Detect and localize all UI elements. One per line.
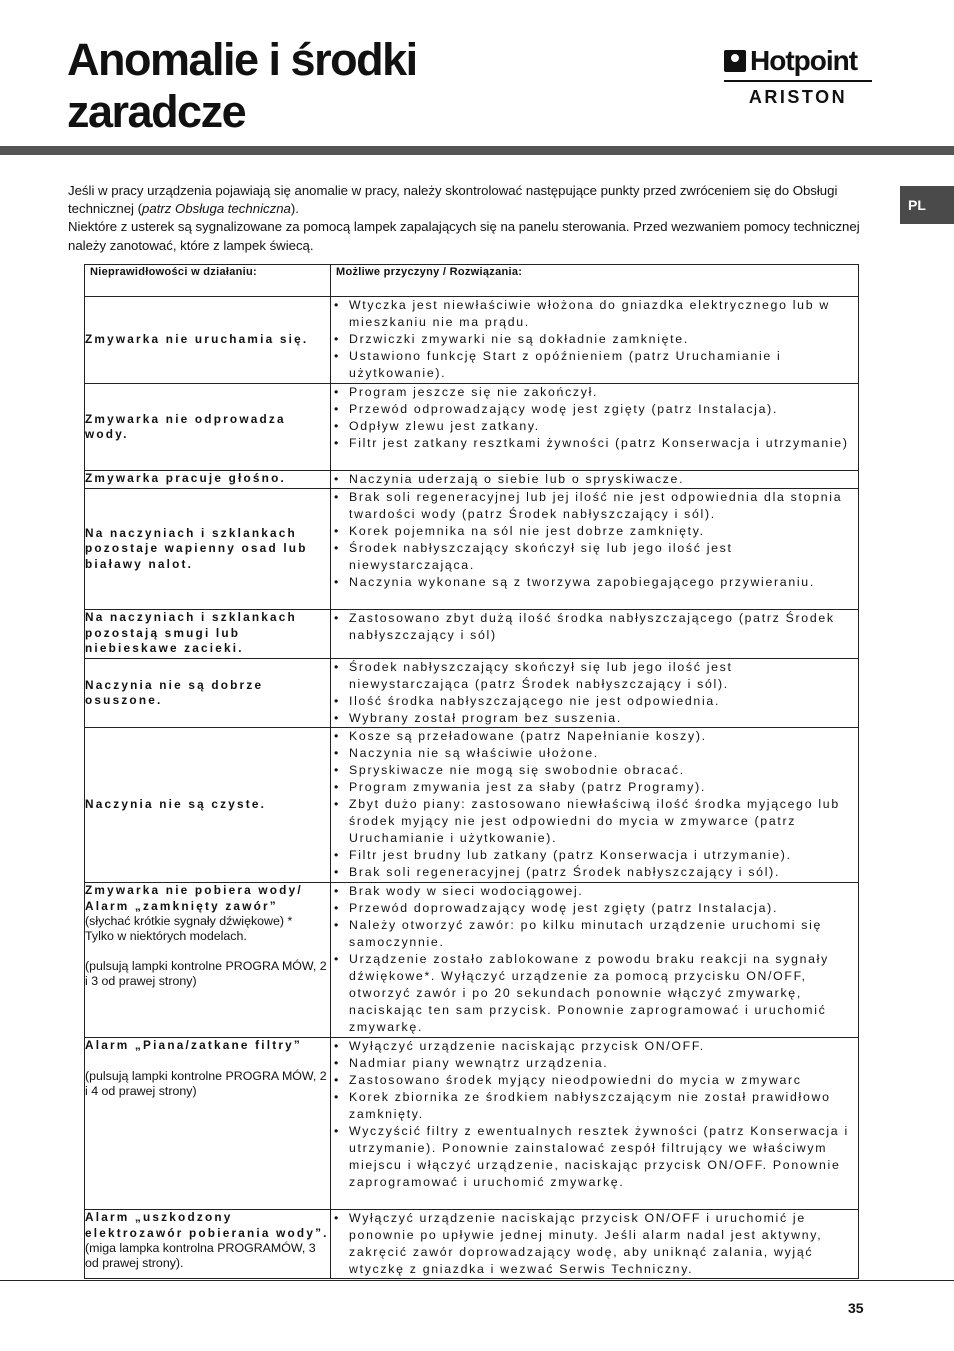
solution-item: • Zbyt dużo piany: zastosowano niewłaściwą ilość środka myjącego lub środek myjący nie jest odpowiedni do mycia w zmywarce (patrz Uruchamianie i użytkowanie). <box>331 796 858 847</box>
solution-cell <box>331 883 859 1038</box>
intro-text <box>68 182 868 255</box>
solution-item: • Naczynia wykonane są z tworzywa zapobiegającego przywieraniu. <box>331 574 858 591</box>
problem-cell <box>85 1210 331 1279</box>
solution-list <box>331 384 858 452</box>
solution-cell <box>331 728 859 883</box>
solution-item: • Środek nabłyszczający skończył się lub jego ilość jest niewystarczająca (patrz Środek nabłyszczający i sól). <box>331 659 858 693</box>
table-row <box>85 728 859 883</box>
hotpoint-mark-icon <box>724 50 746 72</box>
problem-title: Zmywarka nie pobiera wody/ Alarm „zamknięty zawór” <box>85 883 303 913</box>
problem-title: Zmywarka nie uruchamia się. <box>85 332 309 347</box>
header-solution: Możliwe przyczyny / Rozwiązania: <box>331 265 859 297</box>
table-row <box>85 883 859 1038</box>
brand-name: Hotpoint <box>750 45 858 76</box>
solution-cell <box>331 471 859 489</box>
solution-cell <box>331 610 859 659</box>
header-bar <box>0 146 954 155</box>
solution-item: • Wtyczka jest niewłaściwie włożona do gniazdka elektrycznego lub w mieszkaniu nie ma prądu. <box>331 297 858 331</box>
solution-list <box>331 1210 858 1278</box>
intro-p1-reference: patrz Obsługa techniczna <box>142 201 291 217</box>
table-header-row <box>85 265 859 297</box>
solution-item: • Odpływ zlewu jest zatkany. <box>331 418 858 435</box>
problem-note: (miga lampka kontrolna PROGRAMÓW, 3 od prawej strony). <box>85 1241 316 1270</box>
solution-item: • Korek zbiornika ze środkiem nabłyszczającym nie został prawidłowo zamknięty. <box>331 1089 858 1123</box>
solution-list <box>331 883 858 1036</box>
solution-item: • Należy otworzyć zawór: po kilku minutach urządzenie uruchomi się samoczynnie. <box>331 917 858 951</box>
footer-rule <box>0 1280 954 1281</box>
problem-note: (pulsują lampki kontrolne PROGRA MÓW, 2 i 4 od prawej strony) <box>85 1068 327 1098</box>
problem-title: Alarm „Piana/zatkane filtry” <box>85 1038 302 1052</box>
problem-title: Na naczyniach i szklankach pozostają smugi lub niebieskawe zacieki. <box>85 610 297 655</box>
solution-cell <box>331 1038 859 1210</box>
solution-item: • Wyłączyć urządzenie naciskając przycisk ON/OFF i uruchomić je ponownie po upływie jednej minuty. Jeśli alarm nadal jest aktywny, zakręcić zawór doprowadzający wodę, aby uniknąć zalania, wyjąć wtyczkę z gniazdka i wezwać Serwis Techniczny. <box>331 1210 858 1278</box>
header-problem: Nieprawidłowości w działaniu: <box>85 265 331 297</box>
solution-item: • Korek pojemnika na sól nie jest dobrze zamknięty. <box>331 523 858 540</box>
problem-title: Zmywarka nie odprowadza wody. <box>85 411 286 441</box>
solution-item: • Wyczyścić filtry z ewentualnych resztek żywności (patrz Konserwacja i utrzymanie). Ponownie zainstalować zespół filtrujący we właściwym miejscu i włączyć urządzenie, naciskając przycisk ON/OFF. Ponownie zaprogramować i uruchomić zmywarkę. <box>331 1123 858 1191</box>
problem-cell <box>85 471 331 489</box>
table-row <box>85 1210 859 1279</box>
problem-cell <box>85 728 331 883</box>
problem-cell <box>85 610 331 659</box>
problem-title: Naczynia nie są czyste. <box>85 797 267 812</box>
brand-logo <box>724 46 872 107</box>
solution-list <box>331 471 858 488</box>
table-row <box>85 610 859 659</box>
table-row <box>85 659 859 728</box>
problem-title: Na naczyniach i szklankach pozostaje wapienny osad lub białawy nalot. <box>85 525 308 571</box>
solution-item: • Zastosowano środek myjący nieodpowiedni do mycia w zmywarc <box>331 1072 858 1089</box>
solution-item: • Ustawiono funkcję Start z opóźnieniem (patrz Uruchamianie i użytkowanie). <box>331 348 858 382</box>
solution-item: • Wyłączyć urządzenie naciskając przycisk ON/OFF. <box>331 1038 858 1055</box>
table-body <box>85 297 859 1279</box>
solution-item: • Urządzenie zostało zablokowane z powodu braku reakcji na sygnały dźwiękowe*. Wyłączyć urządzenie za pomocą przycisku ON/OFF, otworzyć zawór i po 20 sekundach ponownie włączyć zmywarkę, naciskając ten sam przycisk. Ponownie zaprogramować i uruchomić zmywarkę. <box>331 951 858 1036</box>
table-row <box>85 489 859 610</box>
problem-title: Zmywarka pracuje głośno. <box>85 471 286 485</box>
solution-list <box>331 728 858 881</box>
solution-item: • Brak soli regeneracyjnej lub jej ilość nie jest odpowiednia dla stopnia twardości wody (patrz Środek nabłyszczający i sól). <box>331 489 858 523</box>
solution-cell <box>331 384 859 471</box>
solution-item: • Filtr jest zatkany resztkami żywności (patrz Konserwacja i utrzymanie) <box>331 435 858 452</box>
problem-cell <box>85 659 331 728</box>
problem-cell <box>85 883 331 1038</box>
solution-cell <box>331 659 859 728</box>
problem-title: Naczynia nie są dobrze osuszone. <box>85 677 264 707</box>
solution-item: • Spryskiwacze nie mogą się swobodnie obracać. <box>331 762 858 779</box>
page-title-line1: Anomalie i środki <box>67 34 417 85</box>
page-title-line2: zaradcze <box>67 86 246 137</box>
problem-cell <box>85 297 331 384</box>
troubleshooting-table <box>84 264 859 1279</box>
solution-item: • Naczynia uderzają o siebie lub o spryskiwacze. <box>331 471 858 488</box>
problem-cell <box>85 384 331 471</box>
solution-item: • Brak soli regeneracyjnej (patrz Środek nabłyszczający i sól). <box>331 864 858 881</box>
solution-item: • Wybrany został program bez suszenia. <box>331 710 858 727</box>
solution-item: • Drzwiczki zmywarki nie są dokładnie zamknięte. <box>331 331 858 348</box>
solution-cell <box>331 1210 859 1279</box>
table-row <box>85 384 859 471</box>
solution-item: • Kosze są przeładowane (patrz Napełnianie koszy). <box>331 728 858 745</box>
problem-cell <box>85 1038 331 1210</box>
solution-list <box>331 297 858 382</box>
problem-note: (słychać krótkie sygnały dźwiękowe) * Tylko w niektórych modelach. (pulsują lampki kontrolne PROGRA MÓW, 2 i 3 od prawej strony) <box>85 914 327 988</box>
brand-subname: ARISTON <box>748 87 848 107</box>
problem-title: Alarm „uszkodzony elektrozawór pobierania wody”. <box>85 1210 329 1240</box>
solution-item: • Środek nabłyszczający skończył się lub jego ilość jest niewystarczająca. <box>331 540 858 574</box>
intro-p1-end: ). <box>290 201 299 217</box>
solution-item: • Program zmywania jest za słaby (patrz Programy). <box>331 779 858 796</box>
solution-item: • Naczynia nie są właściwie ułożone. <box>331 745 858 762</box>
solution-cell <box>331 489 859 610</box>
solution-list <box>331 1038 858 1191</box>
intro-paragraph-2: Niektóre z usterek są sygnalizowane za pomocą lampek zapalających się na panelu sterowania. Przed wezwaniem pomocy technicznej należy zanotować, które z lampek świecą. <box>68 219 860 253</box>
solution-list <box>331 610 858 644</box>
problem-cell <box>85 489 331 610</box>
brand-logo-top <box>724 46 872 76</box>
language-tab: PL <box>900 186 954 224</box>
solution-item: • Przewód odprowadzający wodę jest zgięty (patrz Instalacja). <box>331 401 858 418</box>
intro-paragraph-1 <box>68 182 868 218</box>
table-row <box>85 1038 859 1210</box>
solution-item: • Przewód doprowadzający wodę jest zgięty (patrz Instalacja). <box>331 900 858 917</box>
page-title <box>67 34 417 138</box>
solution-list <box>331 659 858 727</box>
solution-item: • Filtr jest brudny lub zatkany (patrz Konserwacja i utrzymanie). <box>331 847 858 864</box>
intro-p1-text: Jeśli w pracy urządzenia pojawiają się anomalie w pracy, należy skontrolować następujące punkty przed zwróceniem się do Obsługi technicznej ( <box>68 183 838 217</box>
solution-cell <box>331 297 859 384</box>
table-row <box>85 297 859 384</box>
solution-item: • Ilość środka nabłyszczającego nie jest odpowiednia. <box>331 693 858 710</box>
solution-item: • Program jeszcze się nie zakończył. <box>331 384 858 401</box>
solution-list <box>331 489 858 591</box>
solution-item: • Brak wody w sieci wodociągowej. <box>331 883 858 900</box>
solution-item: • Nadmiar piany wewnątrz urządzenia. <box>331 1055 858 1072</box>
table-row <box>85 471 859 489</box>
page-number: 35 <box>848 1300 864 1316</box>
solution-item: • Zastosowano zbyt dużą ilość środka nabłyszczającego (patrz Środek nabłyszczający i sól) <box>331 610 858 644</box>
brand-divider <box>724 80 872 82</box>
